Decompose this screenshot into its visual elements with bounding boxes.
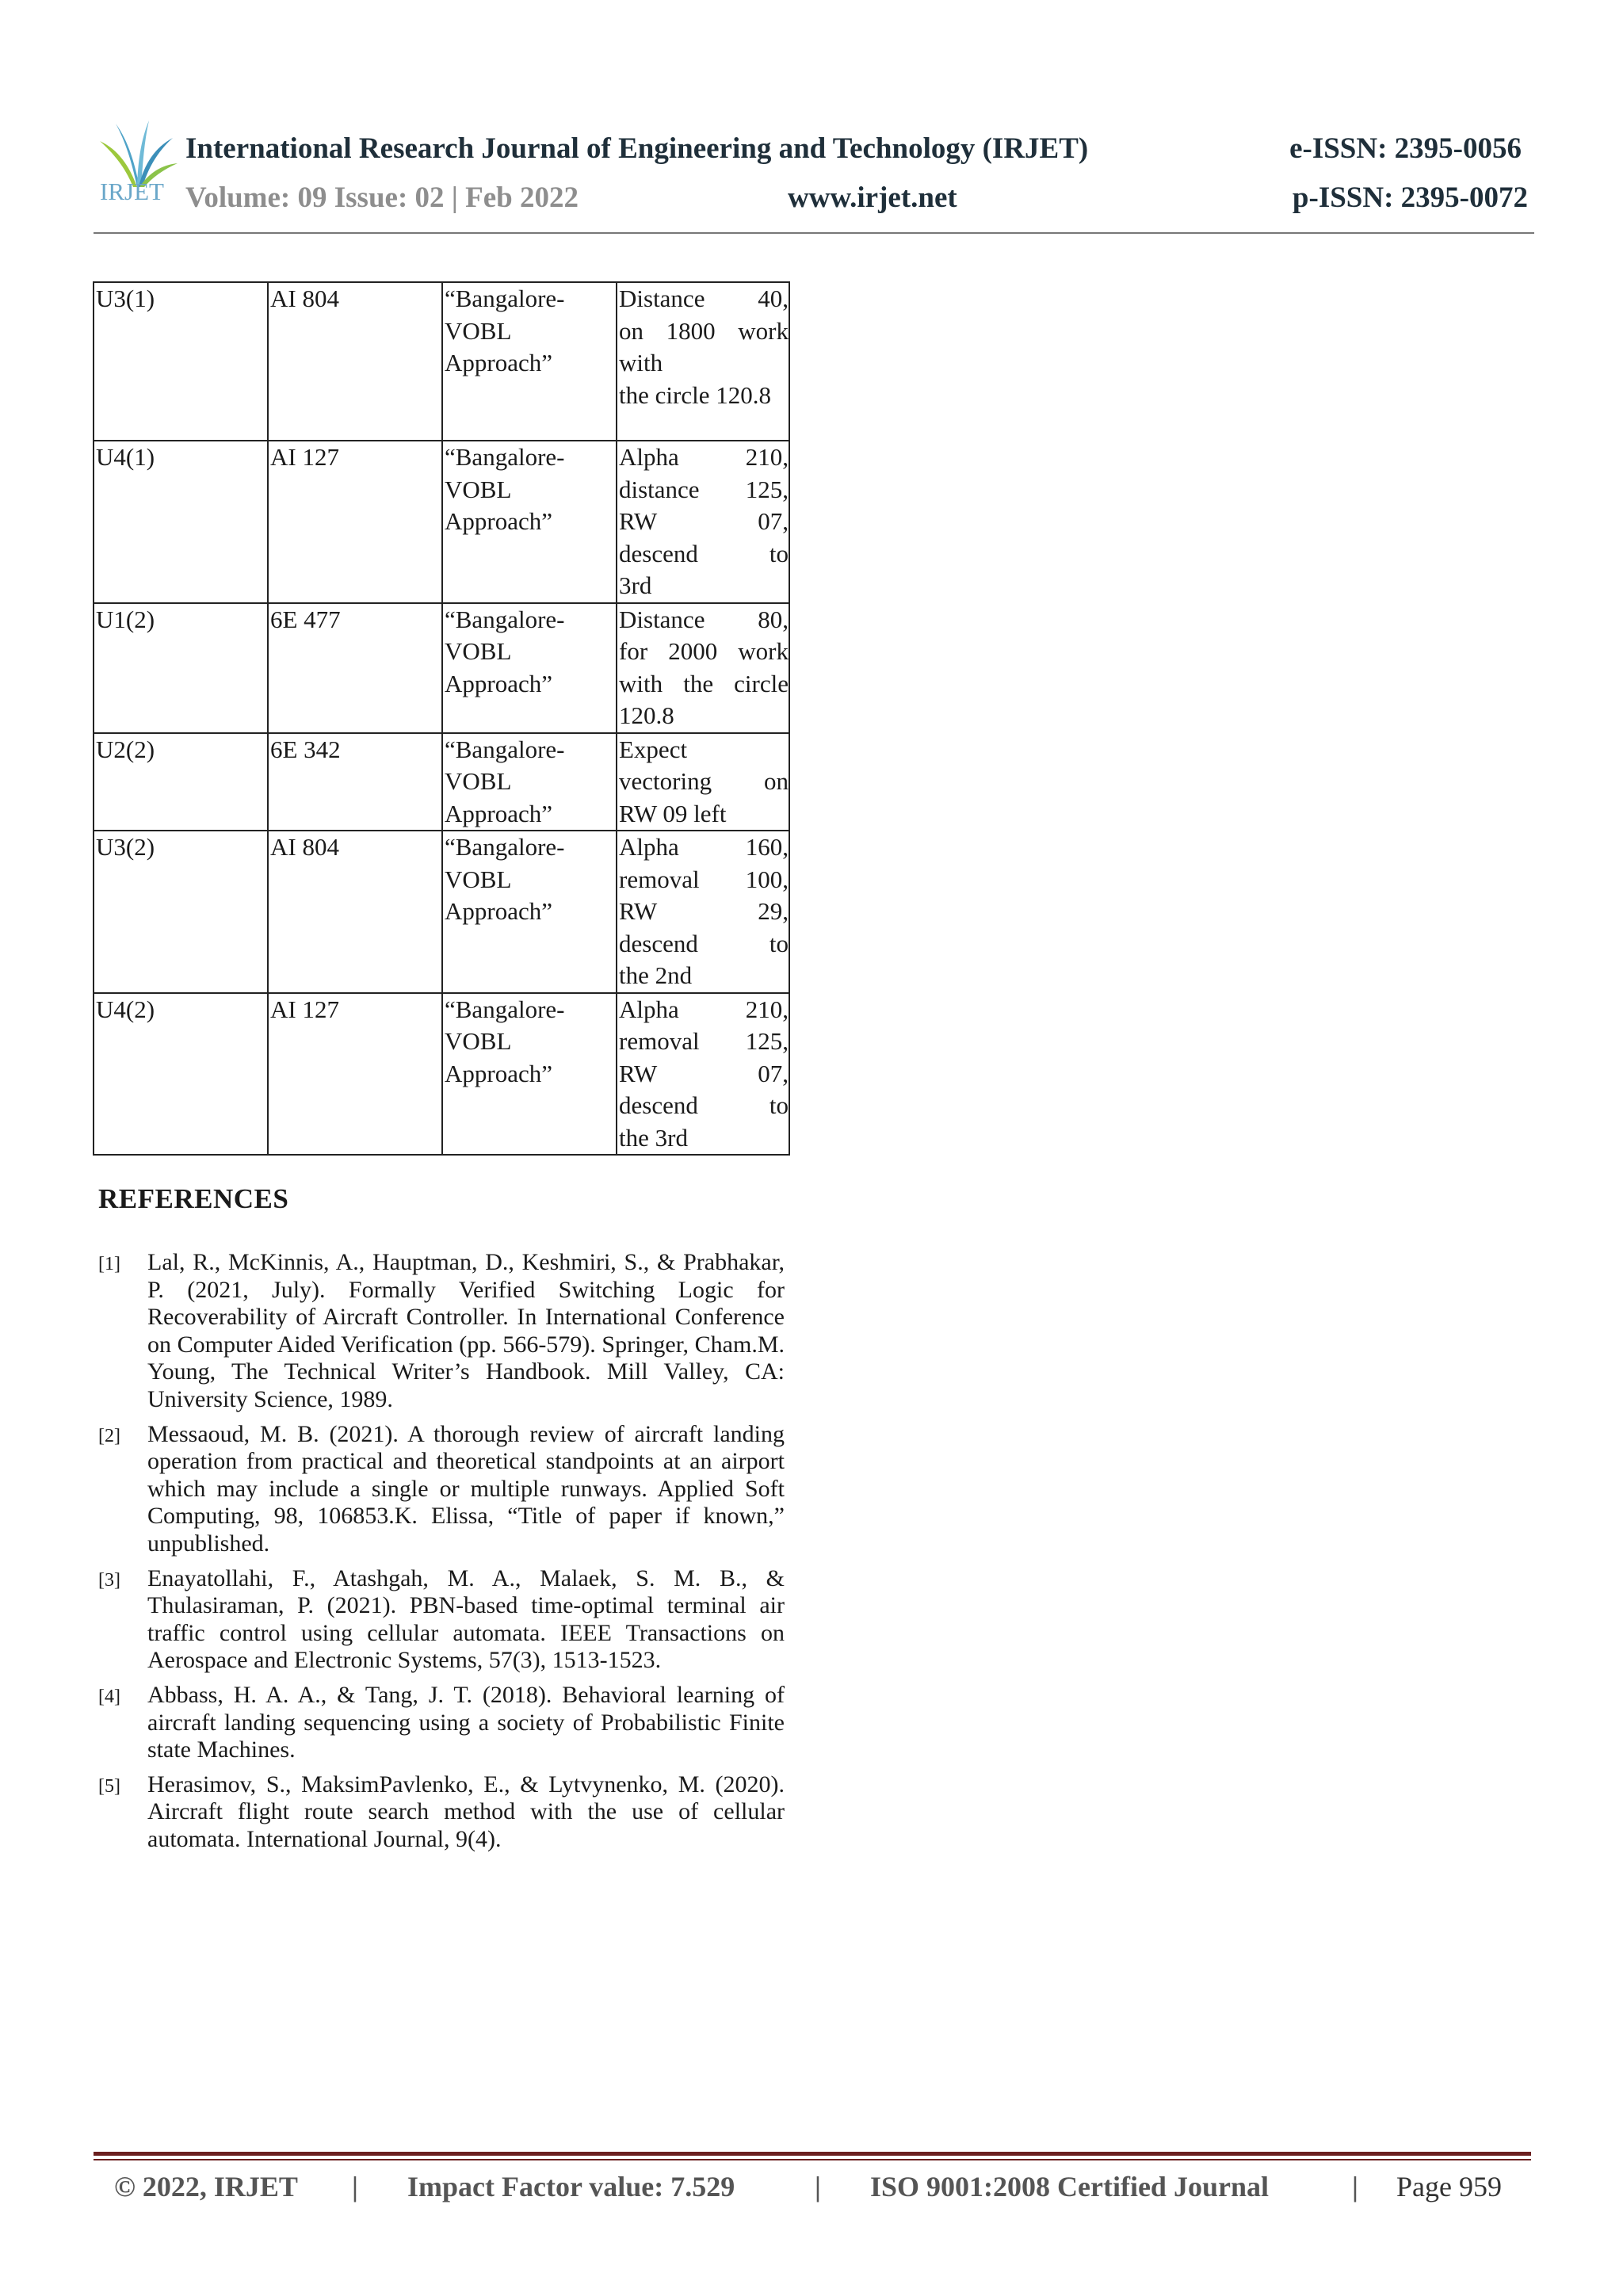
reference-item bbox=[98, 1249, 785, 1414]
footer-separator: | bbox=[815, 2171, 821, 2202]
procedure-line: “Bangalore- bbox=[445, 995, 565, 1023]
logo-text: IRJET bbox=[100, 178, 164, 205]
reference-text: Herasimov, S., MaksimPavlenko, E., & Lytvynenko, M. (2020). Aircraft flight route search method with the use of cellular automata. International Journal, 9(4). bbox=[147, 1771, 785, 1852]
table-row bbox=[94, 831, 789, 993]
table-row bbox=[94, 993, 789, 1156]
cell-flight bbox=[268, 441, 442, 603]
instruction-line: descend to bbox=[619, 1091, 789, 1119]
cell-flight bbox=[268, 733, 442, 831]
instruction-line: 3rd bbox=[619, 571, 652, 599]
unit-text: U1(2) bbox=[96, 605, 155, 633]
cell-unit bbox=[94, 993, 268, 1156]
instruction-line: Alpha 160, bbox=[619, 833, 789, 861]
procedure-line: VOBL bbox=[445, 475, 512, 503]
cell-unit bbox=[94, 733, 268, 831]
instruction-line: RW 07, bbox=[619, 507, 789, 535]
cell-flight bbox=[268, 603, 442, 733]
procedure-line: “Bangalore- bbox=[445, 735, 565, 763]
procedure-line: “Bangalore- bbox=[445, 443, 565, 471]
instruction-line: for 2000 work bbox=[619, 637, 789, 665]
instruction-line: RW 09 left bbox=[619, 799, 727, 827]
instruction-line: RW 29, bbox=[619, 897, 789, 925]
cell-procedure bbox=[442, 733, 617, 831]
reference-text: Enayatollahi, F., Atashgah, M. A., Malaek, S. M. B., & Thulasiraman, P. (2021). PBN-based time-optimal terminal air traffic control using cellular automata. IEEE Transactions on Aerospace and Electronic Systems, 57(3), 1513-1523. bbox=[147, 1564, 785, 1674]
flight-text: AI 127 bbox=[270, 995, 339, 1023]
cell-flight bbox=[268, 282, 442, 441]
cell-unit bbox=[94, 831, 268, 993]
reference-number: [4] bbox=[98, 1686, 120, 1707]
instruction-line: with bbox=[619, 349, 663, 376]
cell-flight bbox=[268, 993, 442, 1156]
instruction-line: distance 125, bbox=[619, 475, 789, 503]
reference-text: Lal, R., McKinnis, A., Hauptman, D., Keshmiri, S., & Prabhakar, P. (2021, July). Formally Verified Switching Logic for Recoverability of Aircraft Controller. In International Conference on Computer Aided Verification (pp. 566-579). Springer, Cham.M. Young, The Technical Writer’s Handbook. Mill Valley, CA: University Science, 1989. bbox=[147, 1249, 785, 1412]
instruction-line: descend to bbox=[619, 539, 789, 567]
instruction-line: Distance 40, bbox=[619, 285, 789, 312]
instruction-line: removal 125, bbox=[619, 1027, 789, 1055]
cell-procedure bbox=[442, 282, 617, 441]
instruction-line: Alpha 210, bbox=[619, 443, 789, 471]
cell-procedure bbox=[442, 603, 617, 733]
procedure-line: VOBL bbox=[445, 637, 512, 665]
footer-impact-factor: Impact Factor value: 7.529 bbox=[407, 2171, 735, 2202]
instruction-line: Alpha 210, bbox=[619, 995, 789, 1023]
unit-text: U3(2) bbox=[96, 833, 155, 861]
table-row bbox=[94, 603, 789, 733]
flight-text: AI 804 bbox=[270, 833, 339, 861]
footer-copyright: © 2022, IRJET bbox=[114, 2171, 298, 2202]
instruction-line: Distance 80, bbox=[619, 605, 789, 633]
footer-separator: | bbox=[352, 2171, 358, 2202]
cell-instruction bbox=[617, 282, 789, 441]
references-heading: REFERENCES bbox=[98, 1183, 289, 1214]
procedure-line: “Bangalore- bbox=[445, 833, 565, 861]
procedure-line: Approach” bbox=[445, 897, 552, 925]
cell-instruction bbox=[617, 831, 789, 993]
e-issn: e-ISSN: 2395-0056 bbox=[1289, 132, 1522, 165]
references-list bbox=[98, 1249, 785, 1860]
reference-item bbox=[98, 1565, 785, 1675]
procedure-line: “Bangalore- bbox=[445, 605, 565, 633]
unit-text: U2(2) bbox=[96, 735, 155, 763]
procedure-line: Approach” bbox=[445, 669, 552, 697]
reference-item bbox=[98, 1771, 785, 1854]
cell-unit bbox=[94, 603, 268, 733]
cell-instruction bbox=[617, 733, 789, 831]
flight-text: 6E 477 bbox=[270, 605, 341, 633]
instruction-line: on 1800 work bbox=[619, 316, 789, 345]
header-divider bbox=[94, 232, 1534, 234]
approach-table bbox=[93, 281, 790, 1156]
procedure-line: Approach” bbox=[445, 799, 552, 827]
flight-text: AI 804 bbox=[270, 285, 339, 312]
procedure-line: VOBL bbox=[445, 1027, 512, 1055]
instruction-line: Expect bbox=[619, 735, 688, 763]
instruction-line: 120.8 bbox=[619, 701, 674, 729]
journal-title: International Research Journal of Engineering and Technology (IRJET) bbox=[185, 132, 1089, 165]
reference-item bbox=[98, 1421, 785, 1558]
unit-text: U3(1) bbox=[96, 285, 155, 312]
procedure-line: “Bangalore- bbox=[445, 285, 565, 312]
instruction-line: the circle 120.8 bbox=[619, 380, 771, 409]
cell-unit bbox=[94, 282, 268, 441]
flight-text: AI 127 bbox=[270, 443, 339, 471]
table-row bbox=[94, 282, 789, 441]
cell-instruction bbox=[617, 603, 789, 733]
page-footer bbox=[94, 2165, 1531, 2210]
website-link[interactable]: www.irjet.net bbox=[788, 181, 957, 214]
footer-iso: ISO 9001:2008 Certified Journal bbox=[870, 2171, 1269, 2202]
procedure-line: VOBL bbox=[445, 865, 512, 893]
procedure-line: VOBL bbox=[445, 316, 512, 345]
instruction-line: the 3rd bbox=[619, 1123, 688, 1152]
reference-text: Abbass, H. A. A., & Tang, J. T. (2018). Behavioral learning of aircraft landing sequencing using a society of Probabilistic Finite state Machines. bbox=[147, 1681, 785, 1763]
procedure-line: VOBL bbox=[445, 767, 512, 795]
table-row bbox=[94, 441, 789, 603]
volume-issue: Volume: 09 Issue: 02 | Feb 2022 bbox=[185, 181, 579, 214]
cell-instruction bbox=[617, 993, 789, 1156]
cell-instruction bbox=[617, 441, 789, 603]
instruction-line: descend to bbox=[619, 929, 789, 957]
instruction-line: vectoring on bbox=[619, 767, 789, 795]
table-row bbox=[94, 733, 789, 831]
unit-text: U4(1) bbox=[96, 443, 155, 471]
reference-text: Messaoud, M. B. (2021). A thorough review of aircraft landing operation from practical and theoretical standpoints at an airport which may include a single or multiple runways. Applied Soft Computing, 98, 106853.K. Elissa, “Title of paper if known,” unpublished. bbox=[147, 1420, 785, 1557]
cell-procedure bbox=[442, 831, 617, 993]
footer-page-number: Page 959 bbox=[1396, 2171, 1502, 2202]
cell-procedure bbox=[442, 993, 617, 1156]
procedure-line: Approach” bbox=[445, 507, 552, 535]
reference-item bbox=[98, 1682, 785, 1764]
footer-separator: | bbox=[1352, 2171, 1358, 2202]
instruction-line: with the circle bbox=[619, 669, 789, 697]
footer-rule-thin bbox=[94, 2159, 1531, 2160]
cell-procedure bbox=[442, 441, 617, 603]
footer-rule-thick bbox=[94, 2152, 1531, 2156]
instruction-line: the 2nd bbox=[619, 961, 693, 989]
cell-unit bbox=[94, 441, 268, 603]
p-issn: p-ISSN: 2395-0072 bbox=[1292, 181, 1528, 214]
instruction-line: RW 07, bbox=[619, 1059, 789, 1087]
reference-number: [3] bbox=[98, 1569, 120, 1591]
unit-text: U4(2) bbox=[96, 995, 155, 1023]
reference-number: [5] bbox=[98, 1775, 120, 1797]
reference-number: [1] bbox=[98, 1254, 120, 1274]
procedure-line: Approach” bbox=[445, 349, 552, 376]
flight-text: 6E 342 bbox=[270, 735, 341, 763]
reference-number: [2] bbox=[98, 1425, 120, 1446]
cell-flight bbox=[268, 831, 442, 993]
procedure-line: Approach” bbox=[445, 1059, 552, 1087]
instruction-line: removal 100, bbox=[619, 865, 789, 893]
